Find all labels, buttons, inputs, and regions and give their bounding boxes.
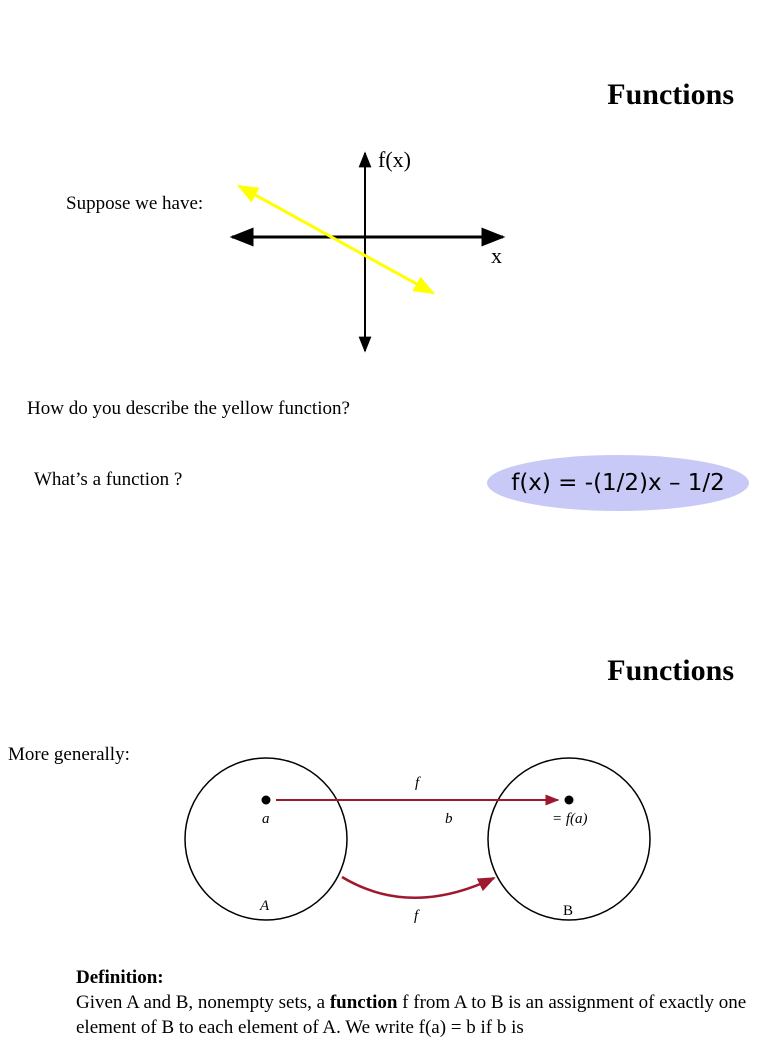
set-b-circle <box>488 758 650 920</box>
point-b-label: b <box>445 811 453 827</box>
mapping-arrow-curve <box>342 877 494 898</box>
point-a-label: a <box>262 811 270 827</box>
y-axis-label: f(x) <box>378 147 411 172</box>
question-describe: How do you describe the yellow function? <box>27 398 350 419</box>
set-b-label: B <box>563 903 574 919</box>
formula-text: f(x) = -(1/2)x – 1/2 <box>511 470 725 496</box>
slide2-title: Functions <box>607 654 734 687</box>
definition-block <box>76 965 756 1040</box>
slide2-intro: More generally: <box>8 744 130 765</box>
mapping-diagram <box>0 740 768 940</box>
definition-text <box>76 990 756 1040</box>
top-arrow-label: f <box>415 775 420 791</box>
yellow-function-line <box>239 186 433 293</box>
definition-heading: Definition: <box>76 967 164 988</box>
question-what-function: What’s a function ? <box>34 469 183 490</box>
point-fa-label: = f(a) <box>552 811 588 827</box>
set-a-label: A <box>260 898 270 914</box>
slide1-title: Functions <box>607 78 734 111</box>
formula-oval <box>487 455 749 511</box>
definition-text-after: f from A to B is an assignment of exactly one element of B to each element of A. We write f(a) = b if b is <box>76 992 747 1038</box>
definition-bold-word: function <box>329 992 398 1013</box>
slide1-intro: Suppose we have: <box>66 193 204 214</box>
definition-text-before: Given A and B, nonempty sets, a <box>76 992 330 1013</box>
point-fa-dot <box>565 796 574 805</box>
axes-graph <box>0 0 768 380</box>
x-axis-label: x <box>491 243 502 268</box>
bottom-arrow-label: f <box>414 908 419 924</box>
set-a-circle <box>185 758 347 920</box>
point-a-dot <box>262 796 271 805</box>
